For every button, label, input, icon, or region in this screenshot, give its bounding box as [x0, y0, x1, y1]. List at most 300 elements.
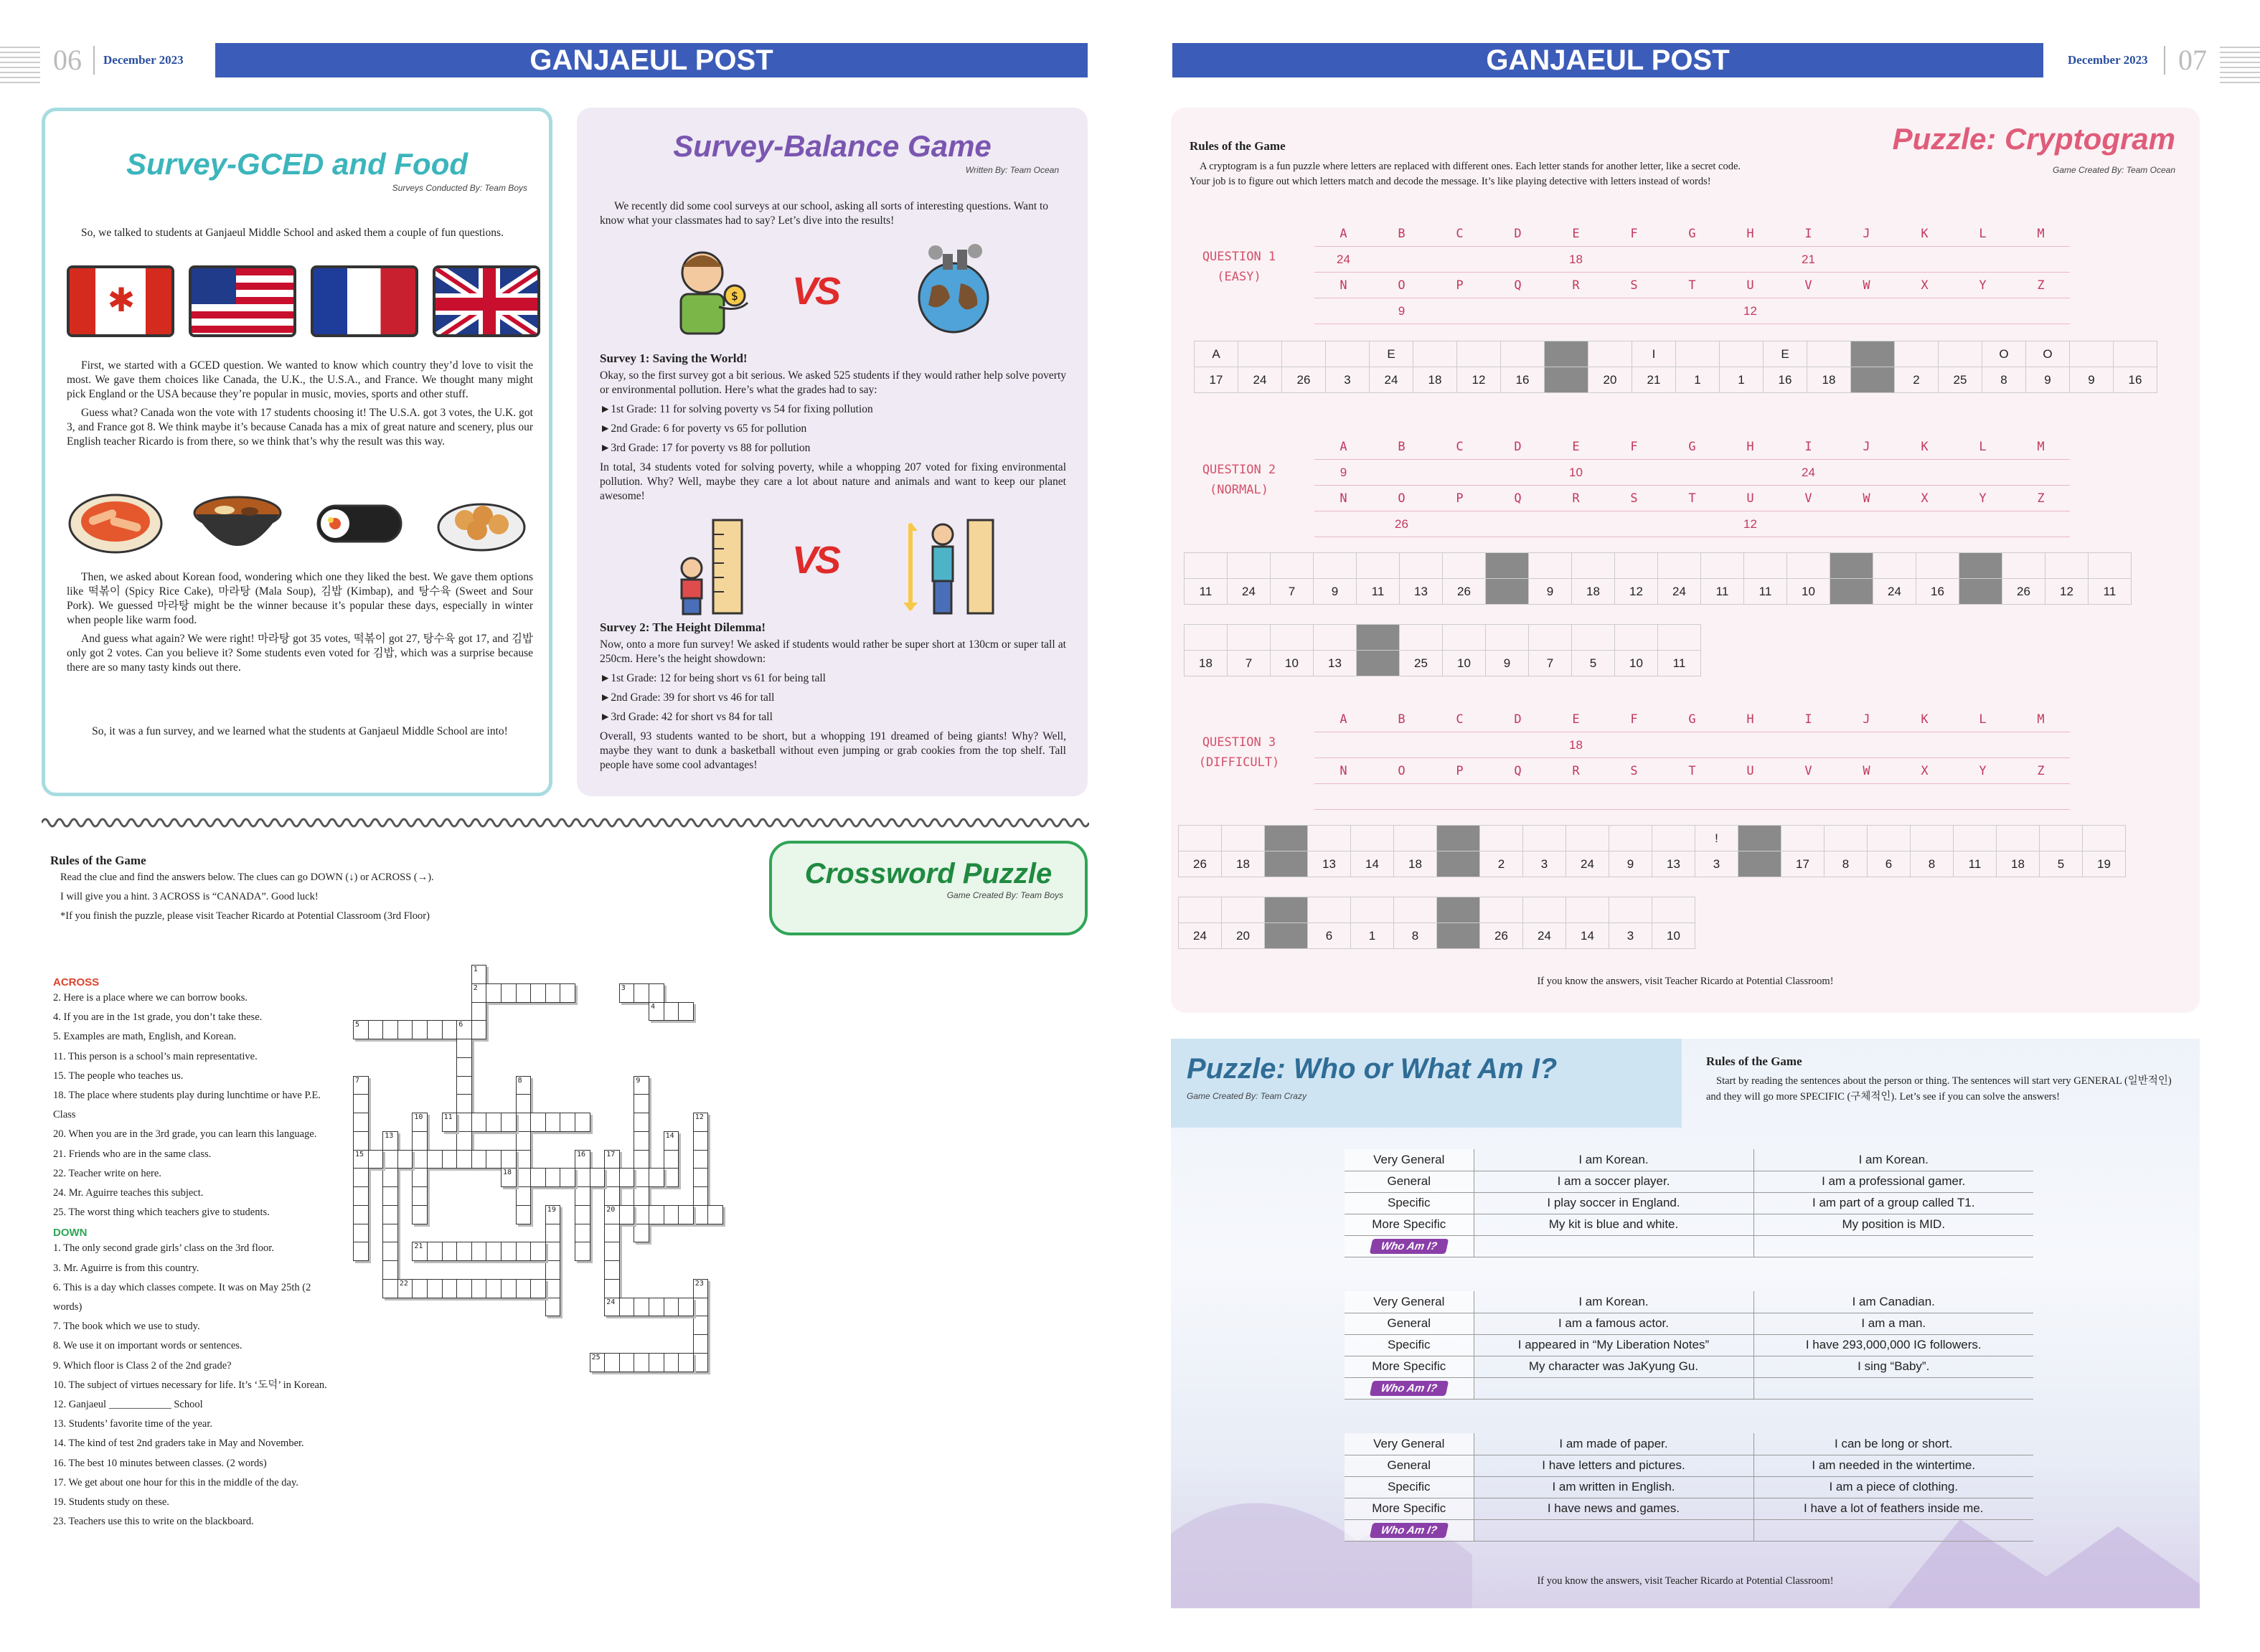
key-number[interactable] — [1721, 732, 1779, 758]
answer-cell[interactable] — [1486, 625, 1529, 651]
key-number[interactable] — [1547, 784, 1605, 810]
crossword-cell[interactable] — [634, 983, 649, 1003]
key-number[interactable]: 18 — [1547, 732, 1605, 758]
answer-cell[interactable] — [1753, 1235, 2033, 1257]
crossword-cell[interactable] — [575, 1205, 590, 1224]
crossword-cell[interactable] — [530, 1113, 546, 1132]
answer-cell[interactable] — [1222, 826, 1265, 851]
key-number[interactable] — [1663, 460, 1721, 486]
key-number[interactable]: 24 — [1314, 247, 1373, 273]
answer-cell[interactable] — [1658, 625, 1701, 651]
crossword-cell[interactable] — [471, 1113, 487, 1132]
answer-cell[interactable] — [1807, 341, 1851, 367]
answer-cell[interactable] — [2089, 553, 2132, 579]
answer-cell[interactable] — [1609, 826, 1652, 851]
answer-cell[interactable] — [1744, 553, 1787, 579]
key-number[interactable] — [1837, 784, 1896, 810]
answer-cell[interactable] — [1314, 625, 1357, 651]
crossword-cell[interactable] — [560, 1168, 575, 1187]
crossword-cell[interactable]: 15 — [353, 1150, 369, 1169]
crossword-cell[interactable]: 5 — [353, 1020, 369, 1039]
crossword-cell[interactable] — [664, 1168, 679, 1187]
answer-cell[interactable] — [1228, 553, 1271, 579]
key-number[interactable] — [1431, 732, 1489, 758]
crossword-cell[interactable] — [456, 1057, 472, 1077]
answer-cell[interactable] — [1572, 553, 1615, 579]
key-number[interactable] — [1547, 298, 1605, 324]
answer-cell[interactable] — [1474, 1377, 1753, 1399]
key-number[interactable] — [1779, 732, 1837, 758]
key-number[interactable] — [1489, 247, 1547, 273]
crossword-cell[interactable] — [516, 1279, 532, 1298]
key-number[interactable] — [1489, 732, 1547, 758]
answer-cell[interactable] — [1868, 826, 1911, 851]
crossword-cell[interactable] — [382, 1186, 398, 1206]
key-number[interactable] — [1605, 732, 1663, 758]
crossword-cell[interactable] — [442, 1279, 458, 1298]
key-number[interactable] — [2012, 247, 2070, 273]
crossword-cell[interactable] — [619, 1168, 635, 1187]
key-number[interactable] — [1314, 298, 1373, 324]
crossword-cell[interactable] — [353, 1186, 369, 1206]
key-number[interactable] — [1779, 511, 1837, 537]
crossword-cell[interactable] — [382, 1260, 398, 1280]
answer-cell[interactable] — [1701, 553, 1744, 579]
crossword-cell[interactable]: 17 — [604, 1150, 620, 1169]
answer-cell[interactable] — [1529, 553, 1572, 579]
key-number[interactable] — [1896, 298, 1954, 324]
key-number[interactable] — [1373, 460, 1431, 486]
answer-cell[interactable] — [1271, 553, 1314, 579]
crossword-cell[interactable] — [604, 1353, 620, 1372]
answer-cell[interactable]: ! — [1695, 826, 1738, 851]
key-number[interactable] — [1605, 784, 1663, 810]
crossword-cell[interactable] — [649, 1168, 664, 1187]
answer-cell[interactable] — [1357, 553, 1400, 579]
key-number[interactable] — [1896, 247, 1954, 273]
key-number[interactable]: 18 — [1547, 247, 1605, 273]
crossword-cell[interactable] — [707, 1205, 723, 1224]
answer-cell[interactable] — [1351, 897, 1394, 923]
crossword-cell[interactable]: 14 — [664, 1131, 679, 1151]
crossword-cell[interactable] — [545, 1168, 561, 1187]
key-number[interactable] — [1373, 732, 1431, 758]
crossword-cell[interactable] — [516, 1205, 532, 1224]
crossword-cell[interactable] — [353, 1094, 369, 1113]
crossword-cell[interactable] — [634, 1168, 649, 1187]
key-number[interactable] — [1663, 732, 1721, 758]
key-number[interactable]: 9 — [1314, 460, 1373, 486]
answer-cell[interactable] — [1501, 341, 1545, 367]
crossword-cell[interactable] — [353, 1131, 369, 1151]
crossword-cell[interactable] — [516, 1186, 532, 1206]
answer-cell[interactable] — [1282, 341, 1326, 367]
crossword-cell[interactable] — [664, 1353, 679, 1372]
answer-cell[interactable] — [1400, 553, 1443, 579]
crossword-cell[interactable] — [693, 1150, 709, 1169]
crossword-cell[interactable]: 25 — [590, 1353, 606, 1372]
answer-cell[interactable] — [1658, 553, 1701, 579]
crossword-cell[interactable] — [456, 1076, 472, 1095]
crossword-cell[interactable] — [530, 1168, 546, 1187]
crossword-cell[interactable]: 10 — [412, 1113, 428, 1132]
crossword-cell[interactable]: 18 — [501, 1168, 517, 1187]
crossword-cell[interactable] — [412, 1168, 428, 1187]
crossword-cell[interactable] — [516, 1094, 532, 1113]
key-number[interactable] — [2012, 460, 2070, 486]
crossword-cell[interactable] — [634, 1186, 649, 1206]
crossword-cell[interactable] — [634, 1298, 649, 1317]
answer-cell[interactable] — [1911, 826, 1954, 851]
crossword-cell[interactable] — [693, 1168, 709, 1187]
crossword-cell[interactable] — [693, 1334, 709, 1354]
key-number[interactable] — [1605, 247, 1663, 273]
key-number[interactable] — [1954, 732, 2012, 758]
key-number[interactable] — [1896, 784, 1954, 810]
key-number[interactable]: 12 — [1721, 511, 1779, 537]
crossword-cell[interactable] — [545, 1260, 561, 1280]
answer-cell[interactable] — [1179, 826, 1222, 851]
answer-cell[interactable] — [1615, 553, 1658, 579]
key-number[interactable] — [1721, 460, 1779, 486]
key-number[interactable] — [1663, 247, 1721, 273]
key-number[interactable]: 24 — [1779, 460, 1837, 486]
crossword-cell[interactable] — [442, 1242, 458, 1261]
key-number[interactable] — [2012, 298, 2070, 324]
crossword-cell[interactable] — [664, 1298, 679, 1317]
answer-cell[interactable] — [2083, 826, 2126, 851]
key-number[interactable] — [2012, 732, 2070, 758]
answer-cell[interactable] — [1954, 826, 1997, 851]
crossword-cell[interactable] — [575, 1168, 590, 1187]
crossword-cell[interactable] — [353, 1205, 369, 1224]
answer-cell[interactable]: O — [1982, 341, 2026, 367]
key-number[interactable] — [1489, 511, 1547, 537]
key-number[interactable] — [1954, 784, 2012, 810]
crossword-cell[interactable]: 21 — [412, 1242, 428, 1261]
key-number[interactable] — [1837, 732, 1896, 758]
answer-cell[interactable] — [1753, 1519, 2033, 1541]
answer-cell[interactable] — [1781, 826, 1825, 851]
answer-cell[interactable]: I — [1632, 341, 1676, 367]
answer-cell[interactable] — [1652, 826, 1695, 851]
crossword-cell[interactable] — [516, 983, 532, 1003]
crossword-cell[interactable] — [486, 1279, 502, 1298]
key-number[interactable] — [1721, 247, 1779, 273]
key-number[interactable] — [1373, 784, 1431, 810]
crossword-cell[interactable] — [619, 1353, 635, 1372]
crossword-cell[interactable] — [427, 1279, 443, 1298]
answer-cell[interactable] — [1228, 625, 1271, 651]
crossword-cell[interactable] — [382, 1020, 398, 1039]
crossword-cell[interactable]: 13 — [382, 1131, 398, 1151]
key-number[interactable] — [1314, 511, 1373, 537]
crossword-cell[interactable] — [604, 1260, 620, 1280]
crossword-cell[interactable] — [693, 1316, 709, 1335]
crossword-cell[interactable] — [678, 1298, 694, 1317]
answer-cell[interactable] — [1179, 897, 1222, 923]
crossword-cell[interactable] — [471, 1020, 487, 1039]
crossword-cell[interactable] — [575, 1186, 590, 1206]
key-number[interactable] — [1837, 247, 1896, 273]
crossword-cell[interactable] — [664, 1150, 679, 1169]
crossword-cell[interactable] — [693, 1186, 709, 1206]
key-number[interactable]: 26 — [1373, 511, 1431, 537]
crossword-cell[interactable]: 8 — [516, 1076, 532, 1095]
crossword-cell[interactable] — [664, 1002, 679, 1021]
crossword-cell[interactable]: 3 — [619, 983, 635, 1003]
crossword-cell[interactable] — [442, 1150, 458, 1169]
crossword-cell[interactable]: 23 — [693, 1279, 709, 1298]
answer-cell[interactable] — [1753, 1377, 2033, 1399]
key-number[interactable] — [1837, 511, 1896, 537]
crossword-cell[interactable]: 19 — [545, 1205, 561, 1224]
key-number[interactable] — [2012, 784, 2070, 810]
crossword-cell[interactable] — [693, 1298, 709, 1317]
key-number[interactable] — [1605, 511, 1663, 537]
answer-cell[interactable] — [1457, 341, 1501, 367]
answer-cell[interactable] — [1443, 553, 1486, 579]
answer-cell[interactable] — [2040, 826, 2083, 851]
key-number[interactable] — [1605, 298, 1663, 324]
crossword-cell[interactable] — [486, 1113, 502, 1132]
key-number[interactable] — [1663, 511, 1721, 537]
answer-cell[interactable] — [1474, 1235, 1753, 1257]
key-number[interactable] — [2012, 511, 2070, 537]
crossword-cell[interactable] — [693, 1131, 709, 1151]
crossword-cell[interactable] — [693, 1353, 709, 1372]
answer-cell[interactable] — [1825, 826, 1868, 851]
key-number[interactable] — [1663, 784, 1721, 810]
answer-cell[interactable] — [1271, 625, 1314, 651]
answer-cell[interactable] — [1676, 341, 1720, 367]
key-number[interactable] — [1489, 298, 1547, 324]
crossword-cell[interactable] — [486, 1150, 502, 1169]
crossword-cell[interactable] — [382, 1242, 398, 1261]
key-number[interactable] — [1954, 298, 2012, 324]
answer-cell[interactable] — [2114, 341, 2157, 367]
answer-cell[interactable] — [1588, 341, 1632, 367]
crossword-cell[interactable] — [530, 1242, 546, 1261]
crossword-cell[interactable]: 11 — [442, 1113, 458, 1132]
key-number[interactable] — [1896, 511, 1954, 537]
crossword-cell[interactable] — [516, 1150, 532, 1169]
crossword-cell[interactable] — [634, 1113, 649, 1132]
crossword-cell[interactable] — [634, 1224, 649, 1243]
crossword-cell[interactable]: 16 — [575, 1150, 590, 1169]
answer-cell[interactable] — [1523, 897, 1566, 923]
answer-cell[interactable] — [1326, 341, 1370, 367]
crossword-cell[interactable] — [649, 1298, 664, 1317]
crossword-cell[interactable]: 24 — [604, 1298, 620, 1317]
crossword-cell[interactable]: 7 — [353, 1076, 369, 1095]
crossword-cell[interactable] — [678, 1353, 694, 1372]
crossword-cell[interactable] — [412, 1205, 428, 1224]
crossword-cell[interactable] — [353, 1113, 369, 1132]
crossword-cell[interactable] — [604, 1186, 620, 1206]
crossword-cell[interactable] — [590, 1168, 606, 1187]
crossword-cell[interactable] — [486, 1242, 502, 1261]
crossword-cell[interactable] — [604, 1242, 620, 1261]
key-number[interactable] — [1954, 511, 2012, 537]
answer-cell[interactable]: O — [2026, 341, 2070, 367]
crossword-cell[interactable]: 9 — [634, 1076, 649, 1095]
answer-cell[interactable] — [1400, 625, 1443, 651]
answer-cell[interactable] — [1443, 625, 1486, 651]
crossword-cell[interactable] — [501, 1242, 517, 1261]
crossword-cell[interactable] — [501, 983, 517, 1003]
crossword-cell[interactable] — [634, 1353, 649, 1372]
answer-cell[interactable] — [1997, 826, 2040, 851]
crossword-cell[interactable] — [501, 1279, 517, 1298]
answer-cell[interactable] — [1873, 553, 1916, 579]
crossword-cell[interactable] — [382, 1224, 398, 1243]
crossword-cell[interactable] — [382, 1168, 398, 1187]
crossword-cell[interactable] — [516, 1131, 532, 1151]
key-number[interactable] — [1721, 784, 1779, 810]
key-number[interactable] — [1373, 247, 1431, 273]
answer-cell[interactable] — [1895, 341, 1939, 367]
answer-cell[interactable] — [1351, 826, 1394, 851]
answer-cell[interactable]: E — [1370, 341, 1413, 367]
crossword-cell[interactable] — [678, 1002, 694, 1021]
crossword-cell[interactable] — [560, 1113, 575, 1132]
crossword-cell[interactable] — [412, 1131, 428, 1151]
answer-cell[interactable] — [1566, 897, 1609, 923]
crossword-cell[interactable] — [456, 1279, 472, 1298]
key-number[interactable]: 10 — [1547, 460, 1605, 486]
crossword-cell[interactable] — [634, 1150, 649, 1169]
answer-cell[interactable] — [1787, 553, 1830, 579]
crossword-cell[interactable] — [442, 1020, 458, 1039]
crossword-cell[interactable] — [634, 1094, 649, 1113]
crossword-cell[interactable] — [560, 983, 575, 1003]
key-number[interactable] — [1837, 460, 1896, 486]
crossword-cell[interactable] — [619, 1298, 635, 1317]
answer-cell[interactable] — [1572, 625, 1615, 651]
crossword-cell[interactable] — [545, 1113, 561, 1132]
crossword-cell[interactable] — [397, 1020, 413, 1039]
crossword-cell[interactable] — [501, 1113, 517, 1132]
crossword-cell[interactable] — [516, 1168, 532, 1187]
key-number[interactable] — [1431, 460, 1489, 486]
key-number[interactable] — [1489, 784, 1547, 810]
crossword-cell[interactable] — [530, 983, 546, 1003]
crossword-cell[interactable] — [427, 1242, 443, 1261]
crossword-cell[interactable] — [575, 1242, 590, 1261]
crossword-cell[interactable] — [353, 1242, 369, 1261]
crossword-cell[interactable]: 2 — [471, 983, 487, 1003]
crossword-cell[interactable] — [664, 1205, 679, 1224]
answer-cell[interactable] — [1314, 553, 1357, 579]
answer-cell[interactable] — [1413, 341, 1457, 367]
crossword-cell[interactable] — [634, 1131, 649, 1151]
crossword-cell[interactable] — [516, 1113, 532, 1132]
key-number[interactable] — [1431, 298, 1489, 324]
crossword-cell[interactable] — [412, 1279, 428, 1298]
key-number[interactable]: 21 — [1779, 247, 1837, 273]
crossword-cell[interactable] — [619, 1205, 635, 1224]
crossword-cell[interactable]: 12 — [693, 1113, 709, 1132]
crossword-cell[interactable] — [471, 1002, 487, 1021]
crossword-cell[interactable] — [634, 1205, 649, 1224]
crossword-cell[interactable] — [412, 1020, 428, 1039]
crossword-cell[interactable] — [545, 1279, 561, 1298]
crossword-cell[interactable] — [501, 1150, 517, 1169]
crossword-cell[interactable] — [471, 1242, 487, 1261]
key-number[interactable] — [1489, 460, 1547, 486]
crossword-cell[interactable] — [530, 1279, 546, 1298]
answer-cell[interactable]: A — [1195, 341, 1238, 367]
answer-cell[interactable] — [1939, 341, 1982, 367]
crossword-cell[interactable] — [545, 1298, 561, 1317]
answer-cell[interactable] — [1720, 341, 1764, 367]
crossword-cell[interactable] — [516, 1242, 532, 1261]
crossword-cell[interactable] — [397, 1150, 413, 1169]
key-number[interactable] — [1314, 784, 1373, 810]
answer-cell[interactable] — [1185, 625, 1228, 651]
key-number[interactable] — [1431, 247, 1489, 273]
answer-cell[interactable] — [1474, 1519, 1753, 1541]
crossword-cell[interactable] — [456, 1094, 472, 1113]
crossword-cell[interactable]: 20 — [604, 1205, 620, 1224]
answer-cell[interactable] — [1480, 826, 1523, 851]
crossword-cell[interactable] — [604, 1224, 620, 1243]
key-number[interactable] — [1314, 732, 1373, 758]
answer-cell[interactable] — [2002, 553, 2045, 579]
answer-cell[interactable] — [1480, 897, 1523, 923]
answer-cell[interactable] — [1308, 897, 1351, 923]
crossword-cell[interactable] — [412, 1150, 428, 1169]
key-number[interactable]: 12 — [1721, 298, 1779, 324]
key-number[interactable] — [1663, 298, 1721, 324]
key-number[interactable] — [1431, 784, 1489, 810]
answer-cell[interactable]: E — [1764, 341, 1807, 367]
answer-cell[interactable] — [2070, 341, 2114, 367]
crossword-cell[interactable] — [604, 1168, 620, 1187]
crossword-cell[interactable] — [471, 1279, 487, 1298]
answer-cell[interactable] — [1394, 897, 1437, 923]
crossword-cell[interactable]: 4 — [649, 1002, 664, 1021]
answer-cell[interactable] — [1916, 553, 1959, 579]
key-number[interactable] — [1779, 784, 1837, 810]
crossword-cell[interactable] — [427, 1150, 443, 1169]
crossword-cell[interactable] — [456, 1113, 472, 1132]
key-number[interactable]: 9 — [1373, 298, 1431, 324]
key-number[interactable] — [1837, 298, 1896, 324]
crossword-cell[interactable] — [353, 1224, 369, 1243]
key-number[interactable] — [1547, 511, 1605, 537]
answer-cell[interactable] — [1609, 897, 1652, 923]
key-number[interactable] — [1954, 247, 2012, 273]
answer-cell[interactable] — [1652, 897, 1695, 923]
crossword-cell[interactable] — [693, 1205, 709, 1224]
crossword-cell[interactable] — [545, 1242, 561, 1261]
crossword-cell[interactable] — [456, 1150, 472, 1169]
crossword-cell[interactable] — [545, 1224, 561, 1243]
crossword-cell[interactable] — [456, 1131, 472, 1151]
crossword-cell[interactable] — [604, 1279, 620, 1298]
answer-cell[interactable] — [1615, 625, 1658, 651]
answer-cell[interactable] — [1529, 625, 1572, 651]
crossword-cell[interactable] — [382, 1205, 398, 1224]
crossword-cell[interactable] — [382, 1150, 398, 1169]
key-number[interactable] — [1896, 732, 1954, 758]
crossword-cell[interactable] — [368, 1020, 384, 1039]
crossword-cell[interactable] — [471, 1150, 487, 1169]
answer-cell[interactable] — [1185, 553, 1228, 579]
answer-cell[interactable] — [1222, 897, 1265, 923]
